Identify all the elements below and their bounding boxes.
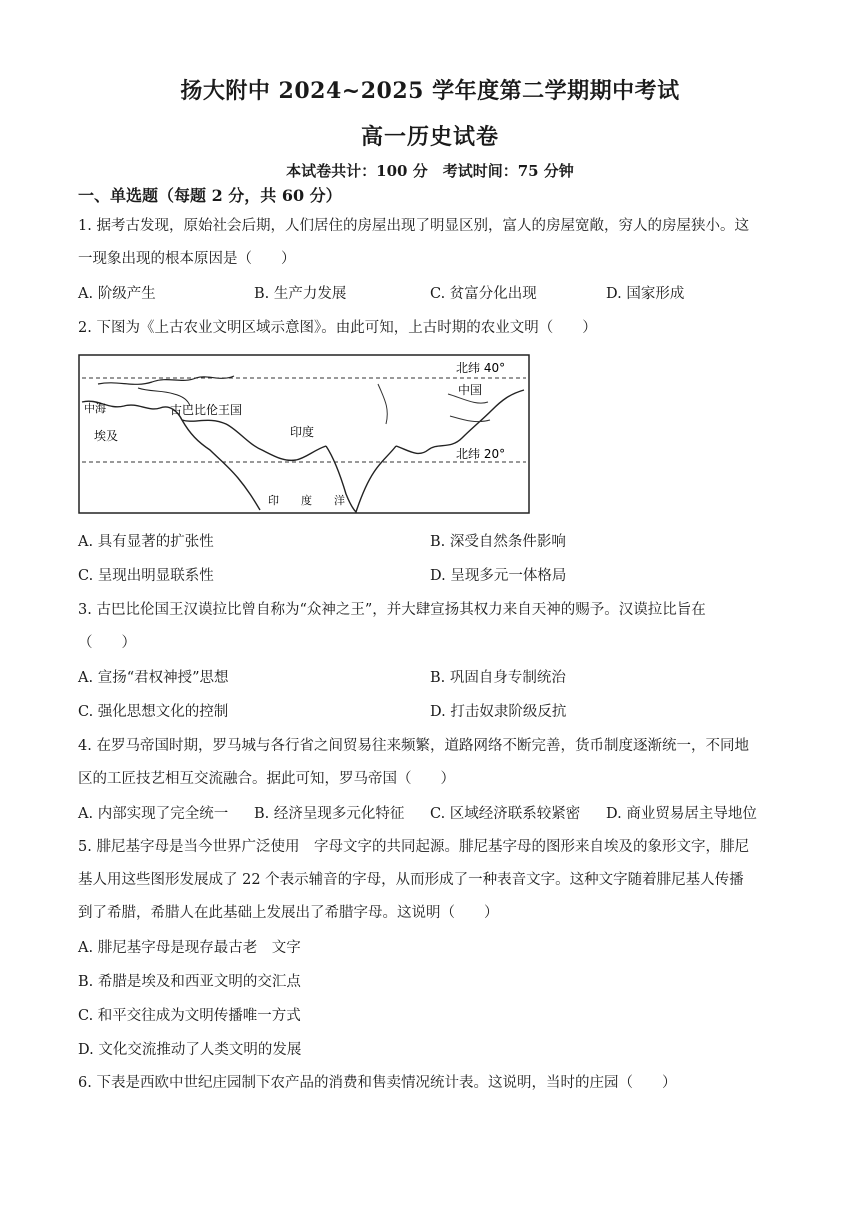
q3-option-a[interactable]: A. 宣扬“君权神授”思想 [78,670,229,686]
label-babylon: 古巴比伦王国 [170,403,243,417]
label-sea: 中海 [84,402,106,415]
exam-title: 扬大附中 2024~2025 学年度第二学期期中考试 [180,78,680,104]
q5-option-c[interactable]: C. 和平交往成为文明传播唯一方式 [78,1008,301,1024]
q2-option-c[interactable]: C. 呈现出明显联系性 [78,568,214,584]
q4-stem-line1: 4. 在罗马帝国时期，罗马城与各行省之间贸易往来频繁，道路网络不断完善，货币制度逐渐统一，不同地 [78,738,749,754]
q5-option-a[interactable]: A. 腓尼基字母是现存最古老 文字 [78,940,301,956]
exam-subtitle: 高一历史试卷 [360,124,499,150]
q1-stem-line1: 1. 据考古发现，原始社会后期，人们居住的房屋出现了明显区别，富人的房屋宽敞，穷人的房屋狭小。这 [78,218,749,234]
q3-option-b[interactable]: B. 巩固自身专制统治 [430,670,566,686]
q6-stem-line1: 6. 下表是西欧中世纪庄园制下农产品的消费和售卖情况统计表。这说明，当时的庄园（ ） [78,1075,677,1091]
q5-option-b[interactable]: B. 希腊是埃及和西亚文明的交汇点 [78,974,301,990]
label-egypt: 埃及 [94,429,119,443]
q2-stem-line1: 2. 下图为《上古农业文明区域示意图》。由此可知，上古时期的农业文明（ ） [78,320,597,336]
q3-option-c[interactable]: C. 强化思想文化的控制 [78,704,229,720]
q3-stem-line2: （ ） [78,635,136,651]
q4-option-d[interactable]: D. 商业贸易居主导地位 [606,806,757,822]
q1-option-a[interactable]: A. 阶级产生 [78,286,156,302]
q4-option-c[interactable]: C. 区域经济联系较紧密 [430,806,581,822]
q2-option-a[interactable]: A. 具有显著的扩张性 [78,534,214,550]
ancient-agriculture-map [78,354,530,514]
q1-stem-line2: 一现象出现的根本原因是（ ） [78,251,296,267]
q4-stem-line2: 区的工匠技艺相互交流融合。据此可知，罗马帝国（ ） [78,771,455,787]
q5-stem-line1: 5. 腓尼基字母是当今世界广泛使用 字母文字的共同起源。腓尼基字母的图形来自埃及的象形文字，腓尼 [78,839,749,855]
q5-stem-line3: 到了希腊，希腊人在此基础上发展出了希腊字母。这说明（ ） [78,905,499,921]
section-heading: 一、单选题（每题 2 分，共 60 分） [78,186,342,205]
q2-option-d[interactable]: D. 呈现多元一体格局 [430,568,567,584]
label-india: 印度 [290,425,315,439]
q1-option-b[interactable]: B. 生产力发展 [254,286,347,302]
q3-stem-line1: 3. 古巴比伦国王汉谟拉比曾自称为“众神之王”，并大肆宣扬其权力来自天神的赐予。汉谟拉比旨在 [78,602,706,618]
label-indian-ocean: 印 度 洋 [268,494,345,507]
q5-stem-line2: 基人用这些图形发展成了 22 个表示辅音的字母，从而形成了一种表音文字。这种文字随着腓尼基人传播 [78,872,744,888]
q1-option-c[interactable]: C. 贫富分化出现 [430,286,537,302]
q1-option-d[interactable]: D. 国家形成 [606,286,685,302]
q4-option-a[interactable]: A. 内部实现了完全统一 [78,806,229,822]
q5-option-d[interactable]: D. 文化交流推动了人类文明的发展 [78,1042,302,1058]
label-china: 中国 [458,383,483,397]
q3-option-d[interactable]: D. 打击奴隶阶级反抗 [430,704,567,720]
label-north-20: 北纬 20° [456,447,506,461]
exam-info: 本试卷共计：100 分 考试时间：75 分钟 [286,162,574,180]
label-north-40: 北纬 40° [456,361,506,375]
q2-option-b[interactable]: B. 深受自然条件影响 [430,534,566,550]
q4-option-b[interactable]: B. 经济呈现多元化特征 [254,806,405,822]
